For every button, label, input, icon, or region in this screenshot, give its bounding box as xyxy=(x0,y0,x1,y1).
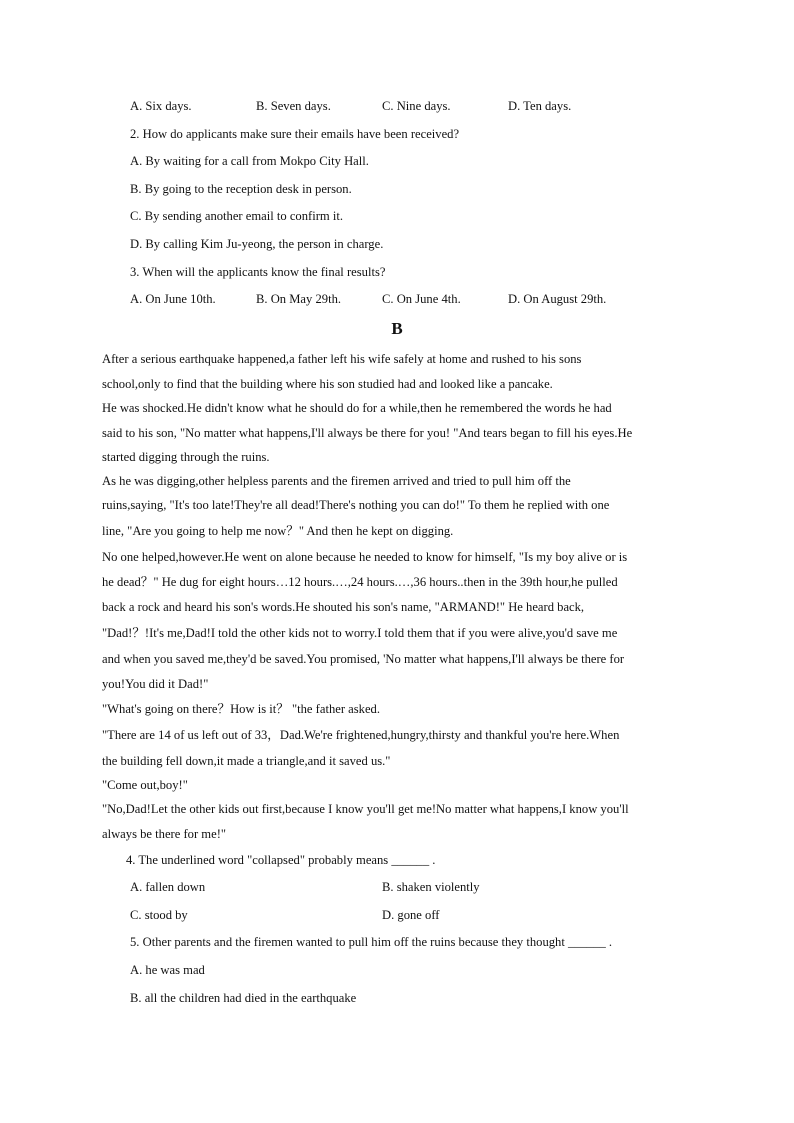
q5-stem: 5. Other parents and the firemen wanted to pull him off the ruins because they thought ______ . xyxy=(130,935,613,949)
q2-option-c: C. By sending another email to confirm it. xyxy=(130,209,344,223)
passage-line: you!You did it Dad!" xyxy=(102,677,209,691)
passage-line: line, "Are you going to help me now？" And then he kept on digging. xyxy=(102,524,454,538)
q4-stem: 4. The underlined word "collapsed" probably means ______ . xyxy=(126,853,436,867)
passage-line: ruins,saying, "It's too late!They're all dead!There's nothing you can do!" To them he replied with one xyxy=(102,498,610,512)
passage-line: "Dad!？!It's me,Dad!I told the other kids not to worry.I told them that if you were alive,you'd save me xyxy=(102,626,618,640)
passage-line: he dead？" He dug for eight hours…12 hours.…,24 hours.…,36 hours..then in the 39th hour,he pulled xyxy=(102,575,618,589)
q2-option-b: B. By going to the reception desk in person. xyxy=(130,182,352,196)
passage-line: "No,Dad!Let the other kids out first,because I know you'll get me!No matter what happens,I know you'll xyxy=(102,802,629,816)
passage-line: As he was digging,other helpless parents and the firemen arrived and tried to pull him off the xyxy=(102,474,571,488)
q2-option-a: A. By waiting for a call from Mokpo City Hall. xyxy=(130,154,369,168)
q4-option-d: D. gone off xyxy=(382,908,440,922)
q4-option-c: C. stood by xyxy=(130,908,188,922)
q2-stem: 2. How do applicants make sure their emails have been received? xyxy=(130,127,460,141)
passage-line: back a rock and heard his son's words.He shouted his son's name, "ARMAND!" He heard back, xyxy=(102,600,585,614)
passage-line: started digging through the ruins. xyxy=(102,450,270,464)
q5-option-b: B. all the children had died in the earthquake xyxy=(130,991,357,1005)
section-heading: B xyxy=(391,319,403,338)
passage-line: He was shocked.He didn't know what he should do for a while,then he remembered the words he had xyxy=(102,401,612,415)
q3-option-c: C. On June 4th. xyxy=(382,292,461,306)
q3-option-d: D. On August 29th. xyxy=(508,292,607,306)
q1-option-c: C. Nine days. xyxy=(382,99,451,113)
q1-option-a: A. Six days. xyxy=(130,99,192,113)
passage-line: No one helped,however.He went on alone because he needed to know for himself, "Is my boy alive or is xyxy=(102,550,628,564)
q3-option-b: B. On May 29th. xyxy=(256,292,342,306)
q2-option-d: D. By calling Kim Ju-yeong, the person in charge. xyxy=(130,237,384,251)
passage-line: and when you saved me,they'd be saved.You promised, 'No matter what happens,I'll always be there for xyxy=(102,652,625,666)
q1-option-b: B. Seven days. xyxy=(256,99,331,113)
q4-option-b: B. shaken violently xyxy=(382,880,480,894)
q3-stem: 3. When will the applicants know the final results? xyxy=(130,265,386,279)
q4-option-a: A. fallen down xyxy=(130,880,206,894)
q5-option-a: A. he was mad xyxy=(130,963,205,977)
passage-line: said to his son, "No matter what happens,I'll always be there for you! "And tears began to fill his eyes.He xyxy=(102,426,633,440)
passage-line: always be there for me!" xyxy=(102,827,227,841)
q3-option-a: A. On June 10th. xyxy=(130,292,216,306)
passage-line: the building fell down,it made a triangle,and it saved us." xyxy=(102,754,391,768)
passage-line: "Come out,boy!" xyxy=(102,778,188,792)
passage-line: school,only to find that the building where his son studied had and looked like a pancake. xyxy=(102,377,553,391)
passage-line: "There are 14 of us left out of 33，Dad.We're frightened,hungry,thirsty and thankful you're here.When xyxy=(102,728,620,742)
q1-option-d: D. Ten days. xyxy=(508,99,572,113)
passage-line: "What's going on there？How is it？ "the father asked. xyxy=(102,702,381,716)
passage-line: After a serious earthquake happened,a father left his wife safely at home and rushed to his sons xyxy=(102,352,582,366)
